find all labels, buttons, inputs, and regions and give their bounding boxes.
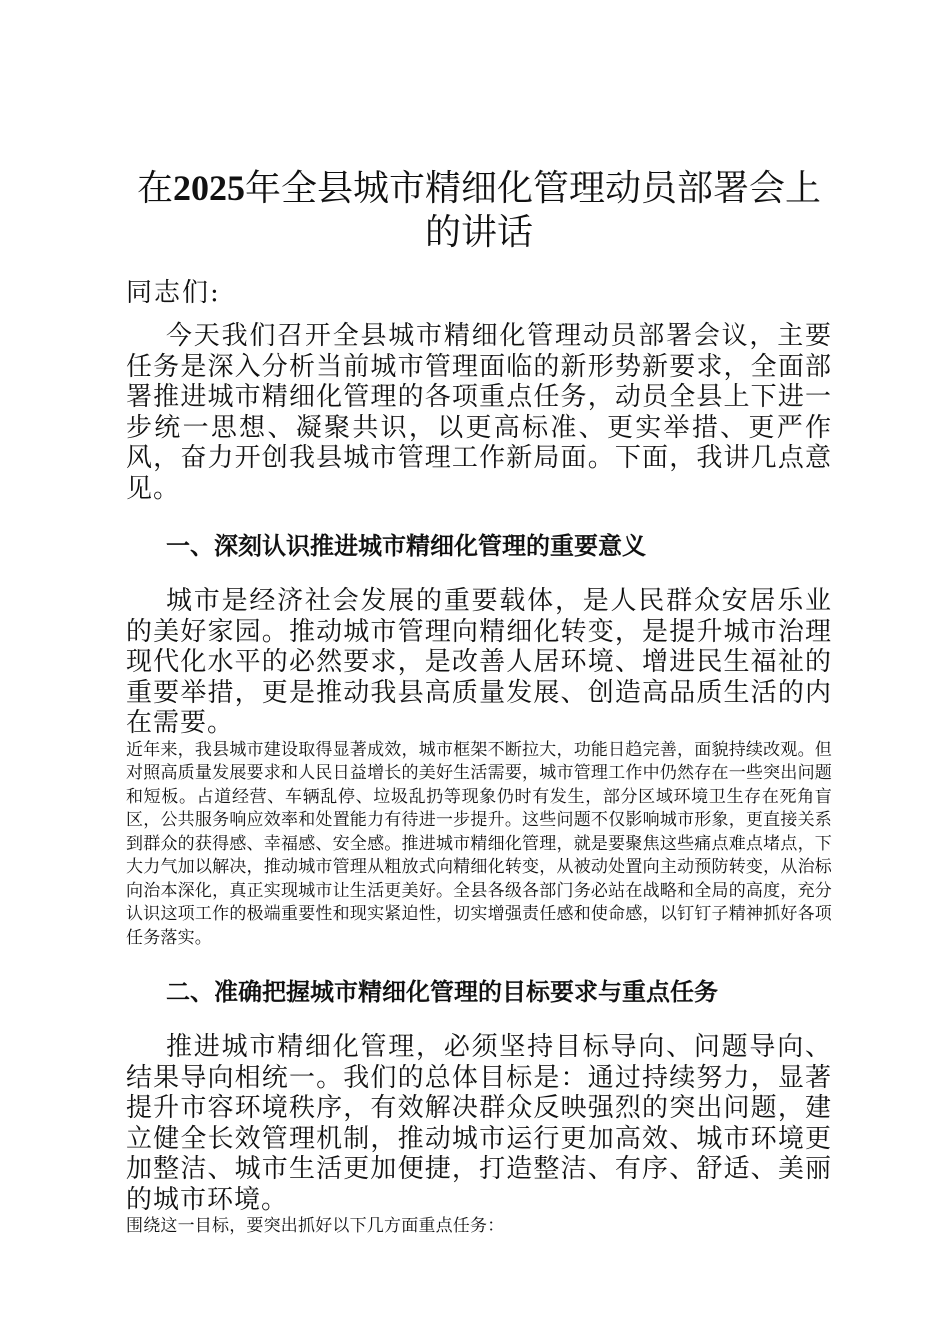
title-line1-rest: 年全县城市精细化管理动员部署会上 <box>245 168 822 209</box>
title-line2: 的讲话 <box>424 212 533 253</box>
section-2-paragraph-small: 围绕这一目标，要突出抓好以下几方面重点任务： <box>126 1216 505 1236</box>
document-title <box>126 166 832 255</box>
section-1-paragraph-large: 城市是经济社会发展的重要载体，是人民群众安居乐业的美好家园。推动城市管理向精细化转变，是提升城市治理现代化水平的必然要求，是改善人居环境、增进民生福祉的重要举措，更是推动我县高质量发展、创造高品质生活的内在需要。 <box>126 586 832 738</box>
section-2-paragraph-large: 推进城市精细化管理，必须坚持目标导向、问题导向、结果导向相统一。我们的总体目标是：通过持续努力，显著提升市容环境秩序，有效解决群众反映强烈的突出问题，建立健全长效管理机制，推动城市运行更加高效、城市环境更加整洁、城市生活更加便捷，打造整洁、有序、舒适、美丽的城市环境。 <box>126 1032 832 1215</box>
salutation: 同志们: <box>126 278 221 308</box>
title-year: 2025 <box>173 168 245 208</box>
section-1-heading: 一、深刻认识推进城市精细化管理的重要意义 <box>166 531 646 560</box>
section-1-paragraph-small: 近年来，我县城市建设取得显著成效，城市框架不断拉大，功能日趋完善，面貌持续改观。但对照高质量发展要求和人民日益增长的美好生活需要，城市管理工作中仍然存在一些突出问题和短板。占道经营、车辆乱停、垃圾乱扔等现象仍时有发生，部分区域环境卫生存在死角盲区，公共服务响应效率和处置能力有待进一步提升。这些问题不仅影响城市形象，更直接关系到群众的获得感、幸福感、安全感。推进城市精细化管理，就是要聚焦这些痛点难点堵点，下大力气加以解决，推动城市管理从粗放式向精细化转变，从被动处置向主动预防转变，从治标向治本深化，真正实现城市让生活更美好。全县各级各部门务必站在战略和全局的高度，充分认识这项工作的极端重要性和现实紧迫性，切实增强责任感和使命感，以钉钉子精神抓好各项任务落实。 <box>126 739 832 948</box>
intro-paragraph: 今天我们召开全县城市精细化管理动员部署会议，主要任务是深入分析当前城市管理面临的新形势新要求，全面部署推进城市精细化管理的各项重点任务，动员全县上下进一步统一思想、凝聚共识，以更高标准、更实举措、更严作风，奋力开创我县城市管理工作新局面。下面，我讲几点意见。 <box>126 321 832 504</box>
title-prefix: 在 <box>136 168 173 209</box>
document-page <box>126 166 832 1239</box>
section-2-heading: 二、准确把握城市精细化管理的目标要求与重点任务 <box>166 977 718 1006</box>
